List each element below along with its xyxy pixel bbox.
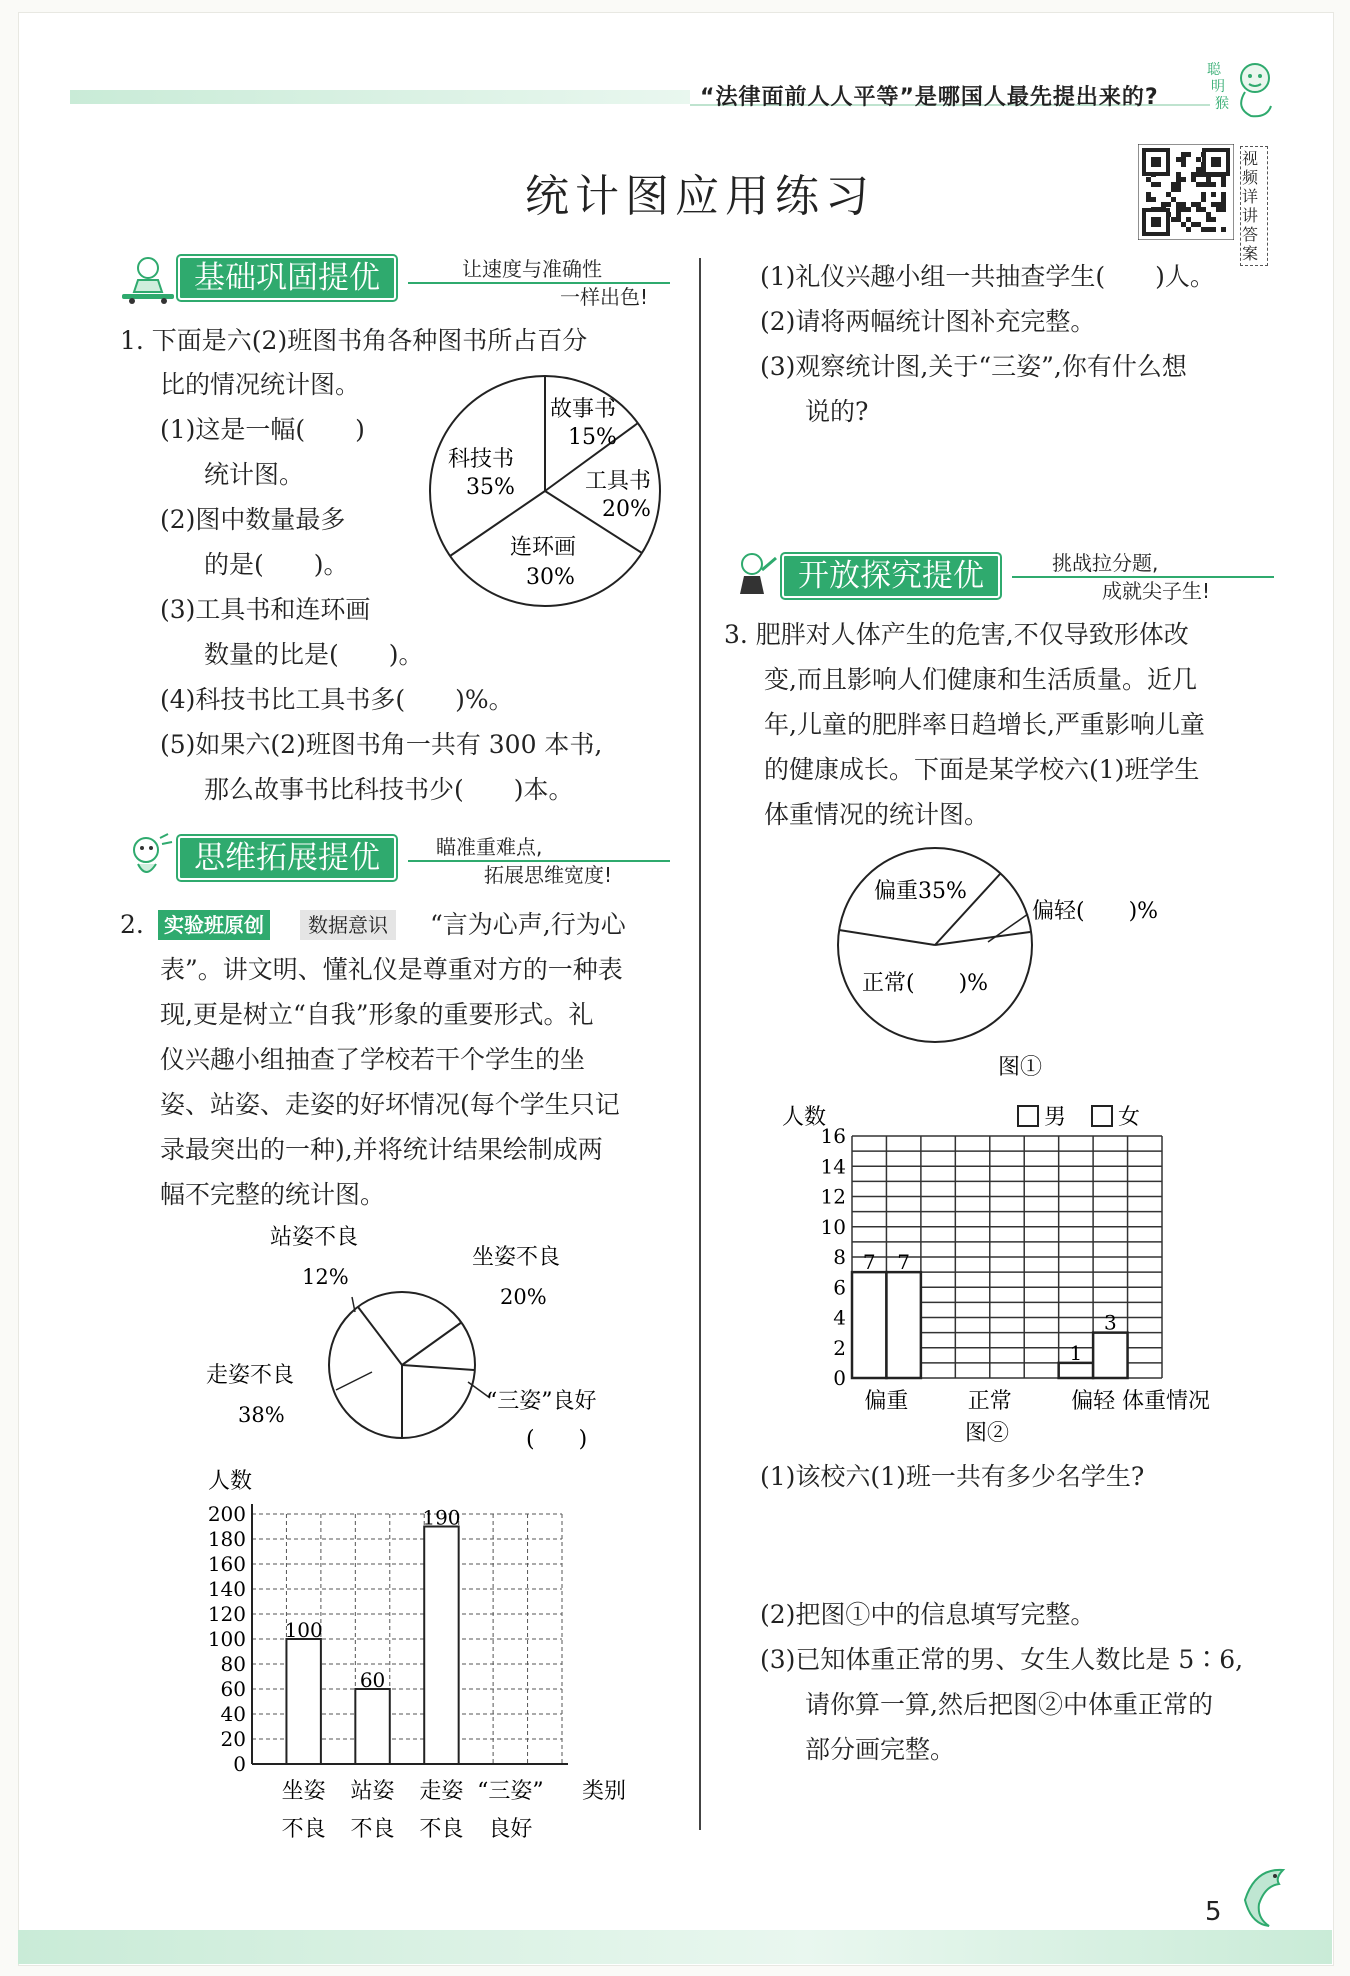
q2-pie-good-blank: ( ): [526, 1427, 588, 1452]
qr-finder-center: [1211, 157, 1221, 167]
bar-value-label: 1: [1069, 1340, 1083, 1365]
qr-module: [1206, 227, 1211, 232]
q2-pie-divider: [402, 1322, 462, 1365]
x-tick-label: 不良: [281, 1817, 326, 1842]
qr-module: [1196, 222, 1201, 227]
q2-tag-data-sense: 数据意识: [300, 910, 396, 940]
y-tick-label: 60: [220, 1677, 246, 1701]
q1-sub3-line2: 数量的比是( )。: [204, 640, 424, 669]
bar: [424, 1527, 458, 1765]
monkey-mascot-icon: [1205, 58, 1277, 120]
qr-module: [1221, 177, 1226, 182]
q2-line1: “言为心声,行为心: [430, 910, 626, 939]
x-tick-label: 走姿: [419, 1779, 464, 1804]
skateboard-mascot-icon: [118, 252, 178, 304]
bar-female: [1093, 1333, 1127, 1378]
x-tick-label: 良好: [488, 1817, 533, 1842]
qr-module: [1161, 202, 1166, 207]
bar-value-label: 3: [1103, 1310, 1117, 1335]
page-number: 5: [1205, 1897, 1222, 1927]
qr-module: [1156, 182, 1161, 187]
x-tick-label: 站姿: [350, 1779, 395, 1804]
qr-module: [1176, 217, 1181, 222]
qr-module: [1211, 202, 1216, 207]
qr-module: [1216, 202, 1221, 207]
y-tick-label: 200: [207, 1502, 246, 1526]
q1-pie-tech-label: 科技书: [448, 447, 515, 472]
chart-caption: 图②: [964, 1421, 1010, 1446]
bar: [355, 1689, 389, 1764]
q2-pie-good-label: “三姿”良好: [486, 1389, 597, 1414]
q2-sub2: (2)请将两幅统计图补充完整。: [760, 307, 1096, 336]
brand-char-3: 猴: [1215, 96, 1229, 112]
motto-underline: [408, 860, 670, 862]
q3-bar-chart: [770, 1092, 1270, 1452]
qr-finder-center: [1151, 217, 1161, 227]
qr-caption: 视频详讲答案: [1240, 146, 1268, 266]
q2-line2: 表”。讲文明、懂礼仪是尊重对方的一种表: [160, 955, 623, 984]
x-tick-label: “三姿”: [477, 1779, 544, 1804]
x-tick-label: 不良: [350, 1817, 395, 1842]
qr-module: [1221, 192, 1226, 197]
qr-module: [1181, 152, 1186, 157]
qr-module: [1181, 207, 1186, 212]
q3-pie-heavy: 偏重35%: [874, 879, 967, 904]
x-tick-label: 正常: [967, 1389, 1012, 1414]
q2-line7: 幅不完整的统计图。: [160, 1180, 386, 1209]
qr-module: [1211, 182, 1216, 187]
qr-module: [1186, 207, 1191, 212]
q2-pie-divider: [358, 1307, 402, 1365]
section-thinking-header: [118, 832, 688, 892]
qr-module: [1196, 172, 1201, 177]
q2-pie-leader: [336, 1372, 372, 1390]
qr-module: [1211, 192, 1216, 197]
q2-sub3-line1: (3)观察统计图,关于“三姿”,你有什么想: [760, 352, 1187, 381]
qr-module: [1221, 182, 1226, 187]
x-tick-label: 偏重: [864, 1389, 909, 1414]
section-basic-motto-1: 让速度与准确性: [462, 257, 602, 281]
qr-module: [1221, 207, 1226, 212]
section-thinking-motto-1: 瞄准重难点,: [436, 835, 543, 859]
footer-band: [18, 1930, 1332, 1964]
qr-module: [1191, 202, 1196, 207]
q2-pie-chart: [200, 1222, 640, 1462]
q3-sub3-line1: (3)已知体重正常的男、女生人数比是 5∶6,: [760, 1645, 1244, 1674]
y-tick-label: 120: [207, 1602, 246, 1626]
q1-pie-comic-pct: 30%: [526, 565, 575, 590]
x-axis-label: 体重情况: [1121, 1389, 1211, 1414]
x-tick-label: 坐姿: [281, 1779, 326, 1804]
qr-module: [1181, 162, 1186, 167]
q3-line5: 体重情况的统计图。: [764, 800, 990, 829]
y-tick-label: 100: [207, 1627, 246, 1651]
qr-module: [1146, 192, 1151, 197]
explorer-mascot-icon: [722, 550, 782, 602]
q2-bar-chart: [200, 1464, 640, 1844]
qr-module: [1206, 182, 1211, 187]
q2-pie-sit-label: 坐姿不良: [472, 1245, 561, 1270]
q3-pie-chart: [820, 842, 1220, 1082]
q3-sub3-line3: 部分画完整。: [805, 1735, 956, 1764]
qr-module: [1201, 227, 1206, 232]
x-axis-label: 类别: [582, 1779, 627, 1804]
qr-module: [1191, 222, 1196, 227]
qr-module: [1171, 197, 1176, 202]
q3-pie-divider: [839, 930, 935, 945]
qr-module: [1206, 217, 1211, 222]
y-axis-label: 人数: [208, 1469, 253, 1494]
y-tick-label: 0: [233, 1752, 246, 1776]
y-tick-label: 180: [207, 1527, 246, 1551]
qr-module: [1171, 182, 1176, 187]
qr-module: [1211, 227, 1216, 232]
q2-pie-stand-label: 站姿不良: [270, 1225, 359, 1250]
q1-pie-tool-pct: 20%: [602, 497, 651, 522]
y-tick-label: 10: [820, 1214, 846, 1239]
qr-module: [1176, 182, 1181, 187]
y-tick-label: 20: [220, 1727, 246, 1751]
q1-pie-tech-pct: 35%: [466, 475, 515, 500]
y-axis-label: 人数: [782, 1105, 827, 1130]
qr-code-icon[interactable]: [1138, 144, 1234, 240]
qr-module: [1146, 197, 1151, 202]
qr-module: [1171, 217, 1176, 222]
y-tick-label: 14: [820, 1154, 846, 1179]
q2-number: 2.: [120, 910, 144, 939]
qr-module: [1176, 212, 1181, 217]
bar-value-label: 7: [862, 1250, 876, 1275]
bar-value-label: 60: [359, 1668, 386, 1692]
section-basic-header: [118, 252, 688, 312]
qr-module: [1196, 167, 1201, 172]
qr-module: [1146, 177, 1151, 182]
header-band: [70, 90, 690, 104]
y-tick-label: 160: [207, 1552, 246, 1576]
bar: [286, 1639, 320, 1764]
qr-module: [1176, 172, 1181, 177]
q3-pie-normal: 正常( )%: [862, 971, 989, 996]
q1-sub1-line2: 统计图。: [204, 460, 305, 489]
y-tick-label: 16: [820, 1124, 846, 1148]
qr-module: [1206, 177, 1211, 182]
page-title: 统计图应用练习: [525, 171, 875, 222]
x-tick-label: 偏轻: [1071, 1389, 1116, 1414]
qr-module: [1201, 182, 1206, 187]
q3-sub1: (1)该校六(1)班一共有多少名学生?: [760, 1462, 1145, 1491]
q2-line4: 仪兴趣小组抽查了学校若干个学生的坐: [160, 1045, 586, 1074]
legend-label-female: 女: [1118, 1105, 1141, 1130]
q2-tag-original: 实验班原创: [158, 910, 270, 940]
qr-module: [1171, 187, 1176, 192]
qr-module: [1186, 152, 1191, 157]
q3-pie-light: 偏轻( )%: [1032, 899, 1159, 924]
qr-module: [1196, 157, 1201, 162]
qr-module: [1151, 197, 1156, 202]
qr-module: [1191, 177, 1196, 182]
q1-pie-chart: [410, 366, 680, 616]
qr-module: [1186, 227, 1191, 232]
qr-module: [1196, 202, 1201, 207]
q1-pie-tool-label: 工具书: [585, 469, 652, 494]
dolphin-icon: [1235, 1860, 1295, 1930]
y-tick-label: 8: [833, 1245, 846, 1269]
motto-underline: [1012, 576, 1274, 578]
q3-line4: 的健康成长。下面是某学校六(1)班学生: [764, 755, 1200, 784]
qr-module: [1181, 177, 1186, 182]
qr-module: [1176, 207, 1181, 212]
brand-char-1: 聪: [1207, 62, 1221, 78]
q1-pie-story-pct: 15%: [568, 425, 617, 450]
qr-module: [1151, 182, 1156, 187]
q1-pie-story-label: 故事书: [550, 397, 617, 422]
q3-sub3-line2: 请你算一算,然后把图②中体重正常的: [805, 1690, 1213, 1719]
y-tick-label: 40: [220, 1702, 246, 1726]
q3-line1: 3. 肥胖对人体产生的危害,不仅导致形体改: [724, 620, 1189, 649]
motto-underline: [408, 282, 670, 284]
qr-finder-center: [1151, 157, 1161, 167]
column-divider: [699, 258, 701, 1830]
qr-module: [1181, 157, 1186, 162]
bar-value-label: 7: [897, 1250, 911, 1275]
q1-stem-line2: 比的情况统计图。: [160, 370, 361, 399]
section-thinking-motto-2: 拓展思维宽度!: [484, 863, 613, 887]
section-basic-motto-2: 一样出色!: [560, 285, 649, 309]
bar-value-label: 190: [422, 1505, 461, 1530]
qr-module: [1166, 192, 1171, 197]
legend-swatch-male: [1018, 1106, 1038, 1126]
qr-module: [1216, 207, 1221, 212]
q2-pie-walk-pct: 38%: [238, 1403, 285, 1427]
q2-pie-stand-pct: 12%: [302, 1265, 349, 1289]
qr-module: [1176, 177, 1181, 182]
qr-module: [1186, 217, 1191, 222]
q1-sub4: (4)科技书比工具书多( )%。: [160, 685, 514, 714]
qr-module: [1176, 157, 1181, 162]
q3-pie-caption: 图①: [998, 1055, 1043, 1080]
section-open-badge: 开放探究提优: [782, 554, 1000, 598]
q2-sub1: (1)礼仪兴趣小组一共抽查学生( )人。: [760, 262, 1215, 291]
qr-module: [1166, 202, 1171, 207]
q2-line5: 姿、站姿、走姿的好坏情况(每个学生只记: [160, 1090, 620, 1119]
qr-module: [1201, 207, 1206, 212]
section-open-header: [722, 550, 1292, 610]
qr-module: [1211, 217, 1216, 222]
q1-pie-comic-label: 连环画: [510, 535, 577, 560]
q2-pie-sit-pct: 20%: [500, 1285, 547, 1309]
q2-line6: 录最突出的一种),并将统计结果绘制成两: [160, 1135, 603, 1164]
legend-swatch-female: [1092, 1106, 1112, 1126]
bar-male: [1059, 1363, 1093, 1378]
bar-male: [852, 1272, 886, 1378]
section-basic-badge: 基础巩固提优: [178, 256, 396, 300]
qr-module: [1181, 202, 1186, 207]
q1-sub1-line1: (1)这是一幅( ): [160, 415, 365, 444]
qr-module: [1201, 197, 1206, 202]
x-tick-label: 不良: [419, 1817, 464, 1842]
q1-stem-line1: 1. 下面是六(2)班图书角各种图书所占百分: [120, 326, 588, 355]
qr-module: [1191, 172, 1196, 177]
qr-module: [1196, 182, 1201, 187]
q3-line2: 变,而且影响人们健康和生活质量。近几: [764, 665, 1197, 694]
bar-female: [886, 1272, 920, 1378]
bar-value-label: 100: [284, 1618, 323, 1642]
q1-sub2-line2: 的是( )。: [204, 550, 349, 579]
q3-sub2: (2)把图①中的信息填写完整。: [760, 1600, 1096, 1629]
qr-module: [1221, 202, 1226, 207]
thinking-mascot-icon: [118, 832, 178, 884]
qr-module: [1201, 192, 1206, 197]
section-thinking-badge: 思维拓展提优: [178, 836, 396, 880]
qr-module: [1206, 212, 1211, 217]
q1-sub5-line1: (5)如果六(2)班图书角一共有 300 本书,: [160, 730, 603, 759]
qr-module: [1181, 222, 1186, 227]
y-tick-label: 12: [820, 1184, 846, 1209]
q2-pie-divider: [402, 1365, 474, 1370]
y-tick-label: 140: [207, 1577, 246, 1601]
legend-label-male: 男: [1044, 1105, 1067, 1130]
y-tick-label: 2: [833, 1335, 846, 1360]
section-open-motto-2: 成就尖子生!: [1102, 579, 1211, 603]
q3-pie-divider: [935, 932, 1030, 945]
y-tick-label: 0: [833, 1366, 846, 1390]
q2-line3: 现,更是树立“自我”形象的重要形式。礼: [160, 1000, 594, 1029]
q2-pie-walk-label: 走姿不良: [206, 1363, 295, 1388]
q1-sub2-line1: (2)图中数量最多: [160, 505, 346, 534]
y-tick-label: 80: [220, 1652, 246, 1676]
qr-module: [1176, 187, 1181, 192]
q3-pie-leader: [988, 914, 1028, 942]
q1-sub3-line1: (3)工具书和连环画: [160, 595, 371, 624]
qr-module: [1221, 227, 1226, 232]
q3-line3: 年,儿童的肥胖率日趋增长,严重影响儿童: [764, 710, 1205, 739]
qr-module: [1196, 207, 1201, 212]
q2-sub3-line2: 说的?: [805, 397, 869, 426]
y-tick-label: 6: [833, 1275, 846, 1300]
q1-sub5-line2: 那么故事书比科技书少( )本。: [204, 775, 574, 804]
brand-char-2: 明: [1211, 79, 1225, 95]
header-slogan: “法律面前人人平等”是哪国人最先提出来的?: [700, 85, 1159, 110]
y-tick-label: 4: [833, 1305, 846, 1330]
section-open-motto-1: 挑战拉分题,: [1052, 551, 1159, 575]
qr-module: [1176, 202, 1181, 207]
qr-module: [1221, 197, 1226, 202]
